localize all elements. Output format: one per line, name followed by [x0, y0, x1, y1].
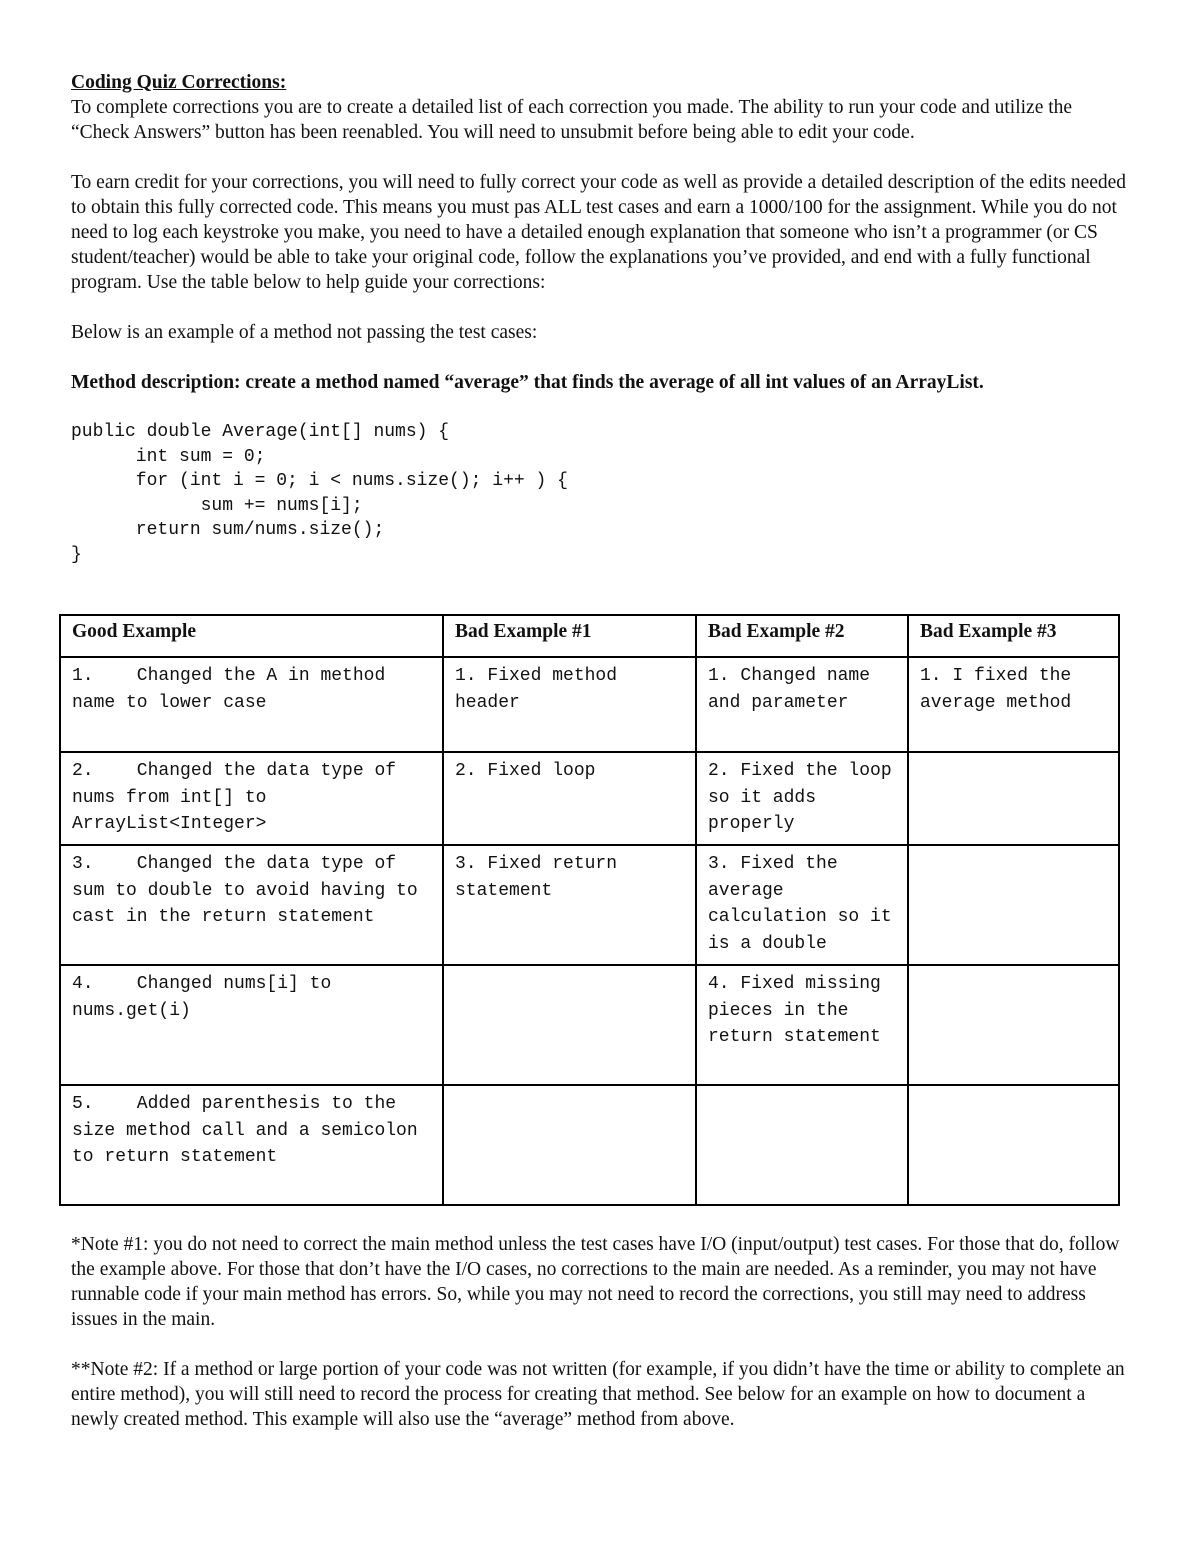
- table-row: [60, 1085, 1119, 1205]
- code-sample: public double Average(int[] nums) { int sum = 0; for (int i = 0; i < nums.size(); i++ ) { sum += nums[i]; return sum/nums.size(); }: [71, 422, 568, 565]
- table-row: [60, 845, 1119, 965]
- spacer: [71, 345, 1131, 370]
- table-cell: [908, 1085, 1119, 1205]
- table-row: [60, 657, 1119, 752]
- notes-section: [71, 1232, 1131, 1432]
- corrections-table: [59, 614, 1120, 1206]
- table-cell: [908, 965, 1119, 1085]
- table-cell: [908, 752, 1119, 845]
- spacer: [71, 145, 1131, 170]
- table-cell: 4. Fixed missing pieces in the return statement: [696, 965, 908, 1085]
- table-cell: 1. I fixed the average method: [908, 657, 1119, 752]
- intro-paragraph-2: To earn credit for your corrections, you will need to fully correct your code as well as provide a detailed description of the edits needed to obtain this fully corrected code. This means you must pas ALL test cases and earn a 1000/100 for the assignment. While you do not need to log each keystroke you make, you need to have a detailed enough explanation that someone who isn’t a programmer (or CS student/teacher) would be able to take your original code, follow the explanations you’ve provided, and end with a fully functional program. Use the table below to help guide your corrections:: [71, 172, 1127, 293]
- header-bad-example-2: Bad Example #2: [696, 615, 908, 657]
- table-cell: 4. Changed nums[i] to nums.get(i): [60, 965, 443, 1085]
- table-cell: 5. Added parenthesis to the size method call and a semicolon to return statement: [60, 1085, 443, 1205]
- intro-paragraph-1: To complete corrections you are to create a detailed list of each correction you made. The ability to run your code and utilize the “Check Answers” button has been reenabled. You will need to unsubmit before being able to edit your code.: [71, 97, 1073, 143]
- table-row: [60, 752, 1119, 845]
- note-2: **Note #2: If a method or large portion of your code was not written (for example, if you didn’t have the time or ability to complete an entire method), you will still need to record the process for creating that method. See below for an example on how to document a newly created method. This example will also use the “average” method from above.: [71, 1359, 1125, 1430]
- spacer: [71, 395, 1131, 420]
- table-cell: [908, 845, 1119, 965]
- header-bad-example-1: Bad Example #1: [443, 615, 696, 657]
- table-cell: [443, 965, 696, 1085]
- table-cell: 2. Changed the data type of nums from int[] to ArrayList<Integer>: [60, 752, 443, 845]
- table-cell: 3. Changed the data type of sum to double to avoid having to cast in the return statement: [60, 845, 443, 965]
- example-intro: Below is an example of a method not passing the test cases:: [71, 322, 538, 343]
- table-row: [60, 965, 1119, 1085]
- header-good-example: Good Example: [60, 615, 443, 657]
- document-title: Coding Quiz Corrections:: [71, 72, 287, 93]
- spacer: [71, 295, 1131, 320]
- table-cell: 2. Fixed loop: [443, 752, 696, 845]
- table-cell: 3. Fixed the average calculation so it is a double: [696, 845, 908, 965]
- document-body: [71, 70, 1131, 568]
- header-bad-example-3: Bad Example #3: [908, 615, 1119, 657]
- table-cell: [696, 1085, 908, 1205]
- table-cell: 1. Changed the A in method name to lower case: [60, 657, 443, 752]
- table-cell: 2. Fixed the loop so it adds properly: [696, 752, 908, 845]
- table-cell: 3. Fixed return statement: [443, 845, 696, 965]
- table-cell: [443, 1085, 696, 1205]
- method-description: Method description: create a method named “average” that finds the average of all int values of an ArrayList.: [71, 372, 984, 393]
- table-header-row: [60, 615, 1119, 657]
- table-cell: 1. Changed name and parameter: [696, 657, 908, 752]
- table-cell: 1. Fixed method header: [443, 657, 696, 752]
- spacer: [71, 1332, 1131, 1357]
- note-1: *Note #1: you do not need to correct the main method unless the test cases have I/O (input/output) test cases. For those that do, follow the example above. For those that don’t have the I/O cases, no corrections to the main are needed. As a reminder, you may not have runnable code if your main method has errors. So, while you may not need to record the corrections, you still may need to address issues in the main.: [71, 1234, 1120, 1330]
